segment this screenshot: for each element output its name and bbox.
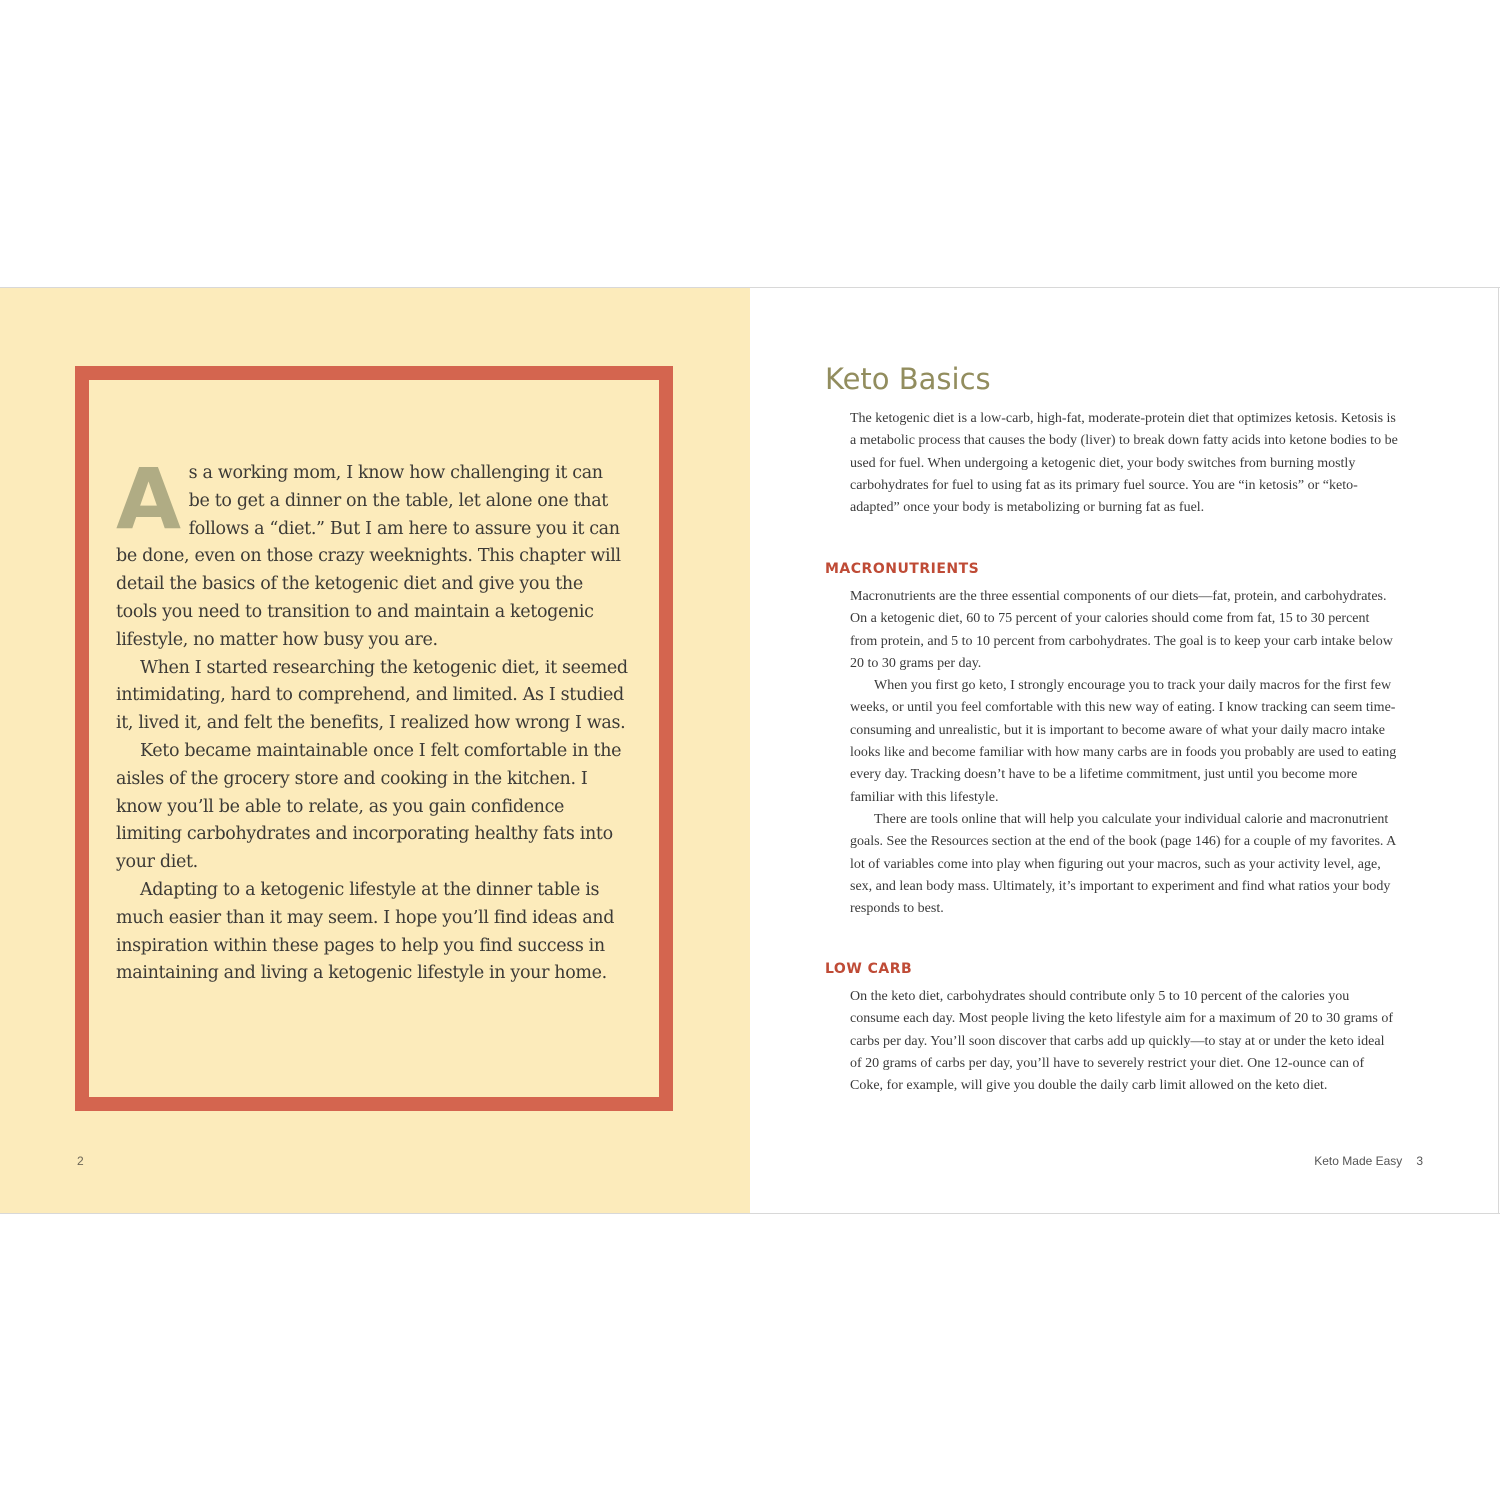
intro-paragraph-1 — [116, 450, 628, 655]
intro-paragraph-3: Keto became maintainable once I felt comfortable in the aisles of the grocery store and cooking in the kitchen. I know you’ll be able to relate, as you gain confidence limiting carbohydrates and incorporating healthy fats into your diet. — [116, 740, 622, 873]
low-carb-paragraph: On the keto diet, carbohydrates should contribute only 5 to 10 percent of the calories you consume each day. Most people living the keto lifestyle aim for a maximum of 20 to 30 grams of carbs per day. You’ll soon discover that carbs add up quickly—to stay at or under the keto ideal of 20 grams of carbs per day, you’ll have to severely restrict your diet. One 12-ounce can of Coke, for example, will give you double the daily carb limit allowed on the keto diet. — [850, 989, 1394, 1094]
page-number-left: 2 — [77, 1154, 84, 1168]
left-page — [0, 288, 750, 1213]
book-spread — [0, 287, 1500, 1214]
intro-text — [116, 450, 628, 988]
keto-basics-text — [850, 408, 1398, 519]
macronutrients-paragraph-3: There are tools online that will help you calculate your individual calorie and macronutrient goals. See the Resources section at the end of the book (page 146) for a couple of my favorites. A lot of variables come into play when figuring out your macros, such as your activity level, age, sex, and lean body mass. Ultimately, it’s important to experiment and find what ratios your body responds to best. — [850, 811, 1396, 917]
drop-cap: A — [116, 450, 181, 548]
keto-basics-paragraph: The ketogenic diet is a low-carb, high-fat, moderate-protein diet that optimizes ketosis. Ketosis is a metabolic process that causes the body (liver) to break down fatty acids into ketone bodies to be used for fuel. When undergoing a ketogenic diet, your body switches from burning mostly carbohydrates for fuel to using fat as its primary fuel source. You are “in ketosis” or “keto-adapted” once your body is metabolizing or burning fat as fuel. — [850, 411, 1398, 516]
section-title: Keto Basics — [825, 362, 991, 396]
macronutrients-paragraph-2: When you first go keto, I strongly encourage you to track your daily macros for the first few weeks, or until you feel comfortable with this new way of eating. I know tracking can seem time-consuming and unrealistic, but it is important to become aware of what your daily macro intake looks like and become familiar with how many carbs are in foods you probably are used to eating every day. Tracking doesn’t have to be a lifetime commitment, just until you become more familiar with this lifestyle. — [850, 678, 1397, 805]
right-page — [750, 288, 1499, 1213]
low-carb-heading: LOW CARB — [825, 961, 913, 977]
macronutrients-heading: MACRONUTRIENTS — [825, 561, 980, 577]
intro-paragraph-2: When I started researching the ketogenic diet, it seemed intimidating, hard to comprehend, and limited. As I studied it, lived it, and felt the benefits, I realized how wrong I was. — [116, 657, 628, 734]
footer-book-title: Keto Made Easy — [1314, 1154, 1403, 1168]
intro-paragraph-4: Adapting to a ketogenic lifestyle at the dinner table is much easier than it may seem. I hope you’ll find ideas and inspiration within these pages to help you find success in maintaining and living a ketogenic lifestyle in your home. — [116, 879, 615, 984]
intro-paragraph-1-text: s a working mom, I know how challenging it can be to get a dinner on the table, let alone one that follows a “diet.” But I am here to assure you it can be done, even on those crazy weeknights. This chapter will detail the basics of the ketogenic diet and give you the tools you need to transition to and maintain a ketogenic lifestyle, no matter how busy you are. — [116, 463, 621, 650]
page-number-right: 3 — [1416, 1154, 1423, 1168]
macronutrients-paragraph-1: Macronutrients are the three essential components of our diets—fat, protein, and carbohydrates. On a ketogenic diet, 60 to 75 percent of your calories should come from fat, 15 to 30 percent from protein, and 5 to 10 percent from carbohydrates. The goal is to keep your carb intake below 20 to 30 grams per day. — [850, 589, 1393, 671]
macronutrients-text — [850, 586, 1398, 920]
running-footer — [1314, 1154, 1423, 1168]
low-carb-text — [850, 986, 1398, 1097]
